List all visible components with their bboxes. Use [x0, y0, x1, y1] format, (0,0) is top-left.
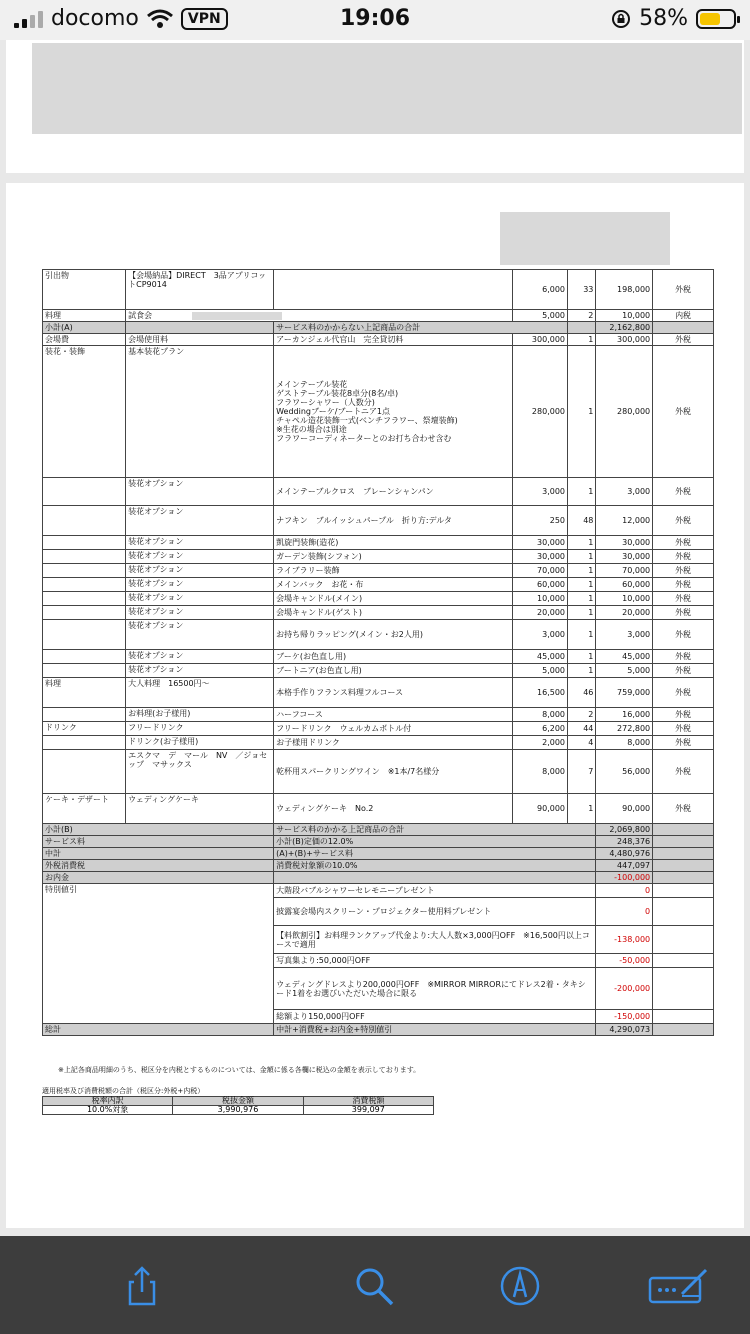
- row-category: [43, 736, 126, 750]
- row-unit-price: 70,000: [513, 564, 568, 578]
- total-row: [43, 860, 714, 872]
- tax-value: 10.0%対象: [43, 1106, 173, 1115]
- row-detail: 凱旋門装飾(造花): [274, 536, 513, 550]
- share-icon[interactable]: [120, 1264, 164, 1308]
- row-tax-type: 外税: [653, 606, 714, 620]
- row-item: 装花オプション: [126, 478, 274, 506]
- row-category: [43, 592, 126, 606]
- row-category: [43, 564, 126, 578]
- row-qty: 48: [568, 506, 596, 536]
- row-amount: 12,000: [596, 506, 653, 536]
- row-tax-type: 外税: [653, 620, 714, 650]
- tax-value: 3,990,976: [173, 1106, 303, 1115]
- table-row: [43, 506, 714, 536]
- row-amount: 56,000: [596, 750, 653, 794]
- row-tax-type: 外税: [653, 736, 714, 750]
- total-detail: [274, 872, 596, 884]
- discount-row: [43, 884, 714, 898]
- row-unit-price: 6,200: [513, 722, 568, 736]
- row-detail: ナフキン ブルイッシュパープル 折り方:デルタ: [274, 506, 513, 536]
- redacted-area: [500, 212, 670, 265]
- row-item: フリードリンク: [126, 722, 274, 736]
- row-label: 小計(A): [43, 322, 126, 334]
- row-category: [43, 606, 126, 620]
- row-qty: 46: [568, 678, 596, 708]
- row-item: 基本装花プラン: [126, 346, 274, 478]
- discount-tax: [653, 968, 714, 1010]
- row-tax-type: 外税: [653, 722, 714, 736]
- row-unit-price: 10,000: [513, 592, 568, 606]
- total-tax: [653, 836, 714, 848]
- row-category: [43, 550, 126, 564]
- row-qty: 2: [568, 310, 596, 322]
- orientation-lock-icon: [611, 9, 631, 29]
- row-unit-price: 30,000: [513, 550, 568, 564]
- row-category: [43, 664, 126, 678]
- table-row: [43, 334, 714, 346]
- row-tax-type: 外税: [653, 794, 714, 824]
- total-amount: 2,069,800: [596, 824, 653, 836]
- row-unit-price: 2,000: [513, 736, 568, 750]
- table-row: [43, 722, 714, 736]
- row-qty: 1: [568, 592, 596, 606]
- battery-icon: [696, 9, 736, 29]
- total-detail: サービス料のかかる上記商品の合計: [274, 824, 596, 836]
- row-amount: 272,800: [596, 722, 653, 736]
- discount-amount: -150,000: [596, 1010, 653, 1024]
- total-row: [43, 872, 714, 884]
- row-detail: お子様用ドリンク: [274, 736, 513, 750]
- status-bar: [0, 0, 750, 40]
- table-row: [43, 270, 714, 310]
- row-tax-type: 外税: [653, 270, 714, 310]
- row-qty: 1: [568, 664, 596, 678]
- row-tax-type: 外税: [653, 578, 714, 592]
- total-row: [43, 824, 714, 836]
- discount-tax: [653, 898, 714, 926]
- row-item: 装花オプション: [126, 550, 274, 564]
- row-tax-type: 外税: [653, 650, 714, 664]
- total-tax: [653, 860, 714, 872]
- row-item: 会場使用料: [126, 334, 274, 346]
- table-row: [43, 708, 714, 722]
- grand-total-amount: 4,290,073: [596, 1024, 653, 1036]
- row-detail: アーカンジェル代官山 完全貸切料: [274, 334, 513, 346]
- table-row: [43, 606, 714, 620]
- row-category: [43, 650, 126, 664]
- row-amount: 30,000: [596, 536, 653, 550]
- table-row: [43, 536, 714, 550]
- row-amount: 3,000: [596, 620, 653, 650]
- discount-tax: [653, 1010, 714, 1024]
- row-amount: 90,000: [596, 794, 653, 824]
- discount-detail: 披露宴会場内スクリーン・プロジェクター使用料プレゼント: [274, 898, 596, 926]
- total-label: 小計(B): [43, 824, 274, 836]
- redacted-area: [192, 312, 282, 320]
- row-unit-price: 300,000: [513, 334, 568, 346]
- table-row: [43, 478, 714, 506]
- discount-detail: 大階段バブルシャワーセレモニープレゼント: [274, 884, 596, 898]
- row-amount: 280,000: [596, 346, 653, 478]
- table-row: [43, 678, 714, 708]
- row-unit-price: 8,000: [513, 750, 568, 794]
- row-category: ケーキ・デザート: [43, 794, 126, 824]
- row-unit-price: 16,500: [513, 678, 568, 708]
- battery-percent: 58%: [639, 6, 688, 31]
- total-amount: 248,376: [596, 836, 653, 848]
- discount-amount: -50,000: [596, 954, 653, 968]
- row-item: 装花オプション: [126, 664, 274, 678]
- signature-icon[interactable]: [648, 1264, 712, 1308]
- table-row: [43, 310, 714, 322]
- row-amount: 70,000: [596, 564, 653, 578]
- row-qty: 33: [568, 270, 596, 310]
- row-category: 料理: [43, 310, 126, 322]
- row-qty: 1: [568, 620, 596, 650]
- row-item: 装花オプション: [126, 536, 274, 550]
- row-unit-price: 60,000: [513, 578, 568, 592]
- row-amount: 5,000: [596, 664, 653, 678]
- row-tax-type: 内税: [653, 310, 714, 322]
- row-tax-type: 外税: [653, 478, 714, 506]
- row-amount: 198,000: [596, 270, 653, 310]
- row-amount: 16,000: [596, 708, 653, 722]
- total-label: 中計: [43, 848, 274, 860]
- row-item: 装花オプション: [126, 650, 274, 664]
- row-detail: 本格手作りフランス料理フルコース: [274, 678, 513, 708]
- row-item: 装花オプション: [126, 606, 274, 620]
- row-detail: ブーケ(お色直し用): [274, 650, 513, 664]
- discount-detail: 写真集より:50,000円OFF: [274, 954, 596, 968]
- row-amount: 20,000: [596, 606, 653, 620]
- tax-value: 399,097: [303, 1106, 433, 1115]
- tax-summary-label: 適用税率及び消費税額の合計（税区分:外税+内税）: [42, 1087, 205, 1095]
- row-item: ウェディングケーキ: [126, 794, 274, 824]
- row-tax-type: 外税: [653, 334, 714, 346]
- row-unit-price: 3,000: [513, 478, 568, 506]
- row-item: [126, 322, 274, 334]
- row-item: 装花オプション: [126, 620, 274, 650]
- clock: 19:06: [339, 6, 411, 31]
- table-row: [43, 664, 714, 678]
- row-category: ドリンク: [43, 722, 126, 736]
- row-qty: 1: [568, 334, 596, 346]
- row-amount: 8,000: [596, 736, 653, 750]
- row-unit-price: 8,000: [513, 708, 568, 722]
- row-item: 【会場納品】DIRECT 3品アプリコットCP9014: [126, 270, 274, 310]
- row-category: [43, 536, 126, 550]
- row-category: [43, 478, 126, 506]
- row-unit-price: 5,000: [513, 310, 568, 322]
- grand-total-row: [43, 1024, 714, 1036]
- row-detail: サービス料のかからない上記商品の合計: [274, 322, 568, 334]
- discount-detail: ウェディングドレスより200,000円OFF ※MIRROR MIRRORにてドレス2着・タキシード1着をお選びいただいた場合に限る: [274, 968, 596, 1010]
- row-qty: 7: [568, 750, 596, 794]
- row-qty: 1: [568, 650, 596, 664]
- carrier-label: docomo: [51, 6, 139, 31]
- total-label: お内金: [43, 872, 274, 884]
- grand-total-detail: 中計+消費税+お内金+特別値引: [274, 1024, 596, 1036]
- pdf-page-2[interactable]: [6, 183, 744, 1228]
- row-item: 装花オプション: [126, 564, 274, 578]
- discount-tax: [653, 926, 714, 954]
- row-amount: 10,000: [596, 592, 653, 606]
- table-row: [43, 564, 714, 578]
- row-tax-type: 外税: [653, 750, 714, 794]
- row-detail: メインテーブル装花 ゲストテーブル装花8卓分(8名/卓) フラワーシャワー（人数分) Weddingブーケ/ブートニア1点 チャペル造花装飾一式(ベンチフラワー、祭壇装飾) ※生花の場合は別途 フラワーコーディネーターとのお打ち合わせ含む: [274, 346, 513, 478]
- row-category: [43, 750, 126, 794]
- row-qty: 44: [568, 722, 596, 736]
- row-unit-price: 30,000: [513, 536, 568, 550]
- table-row: [43, 650, 714, 664]
- row-qty: 1: [568, 606, 596, 620]
- row-category: 会場費: [43, 334, 126, 346]
- total-amount: -100,000: [596, 872, 653, 884]
- row-detail: 乾杯用スパークリングワイン ※1本/7名様分: [274, 750, 513, 794]
- row-detail: ライブラリー装飾: [274, 564, 513, 578]
- row-category: 装花・装飾: [43, 346, 126, 478]
- row-item: 装花オプション: [126, 578, 274, 592]
- discount-label: 特別値引: [43, 884, 274, 1024]
- row-qty: 4: [568, 736, 596, 750]
- row-tax-type: 外税: [653, 346, 714, 478]
- row-category: [43, 506, 126, 536]
- discount-amount: 0: [596, 884, 653, 898]
- total-label: 外税消費税: [43, 860, 274, 872]
- row-detail: [274, 270, 513, 310]
- row-unit-price: 6,000: [513, 270, 568, 310]
- vpn-badge: VPN: [181, 8, 228, 30]
- row-item: 大人料理 16500円～: [126, 678, 274, 708]
- total-amount: 447,097: [596, 860, 653, 872]
- total-detail: (A)+(B)+サービス料: [274, 848, 596, 860]
- row-tax: [653, 322, 714, 334]
- row-detail: 会場キャンドル(メイン): [274, 592, 513, 606]
- invoice-table: [42, 269, 714, 1036]
- row-qty: 1: [568, 794, 596, 824]
- tax-header: 消費税額: [303, 1097, 433, 1106]
- row-item: 装花オプション: [126, 506, 274, 536]
- row-amount: 60,000: [596, 578, 653, 592]
- row-item: エスクマ デ マール NV ／ジョセップ マサックス: [126, 750, 274, 794]
- table-row: [43, 592, 714, 606]
- row-qty: 2: [568, 708, 596, 722]
- row-tax-type: 外税: [653, 506, 714, 536]
- row-unit-price: 3,000: [513, 620, 568, 650]
- row-unit-price: 90,000: [513, 794, 568, 824]
- pdf-page-1: [6, 40, 744, 173]
- total-detail: 小計(B)定価の12.0%: [274, 836, 596, 848]
- row-unit-price: 280,000: [513, 346, 568, 478]
- row-tax-type: 外税: [653, 536, 714, 550]
- row-unit-price: 5,000: [513, 664, 568, 678]
- row-detail: お持ち帰りラッピング(メイン・お2人用): [274, 620, 513, 650]
- row-category: 引出物: [43, 270, 126, 310]
- tax-note: ※上記各商品明細のうち、税区分を内税とするものについては、金額に係る各欄に税込の金額を表示しております。: [58, 1066, 421, 1074]
- redacted-area: [32, 43, 742, 134]
- table-row: [43, 620, 714, 650]
- row-tax-type: 外税: [653, 592, 714, 606]
- row-tax-type: 外税: [653, 678, 714, 708]
- markup-icon[interactable]: [498, 1264, 542, 1308]
- total-tax: [653, 848, 714, 860]
- total-row: [43, 836, 714, 848]
- discount-amount: -138,000: [596, 926, 653, 954]
- row-item: お料理(お子様用): [126, 708, 274, 722]
- row-amount: 3,000: [596, 478, 653, 506]
- row-item: ドリンク(お子様用): [126, 736, 274, 750]
- total-tax: [653, 824, 714, 836]
- table-row: [43, 794, 714, 824]
- row-detail: 会場キャンドル(ゲスト): [274, 606, 513, 620]
- row-item: 装花オプション: [126, 592, 274, 606]
- total-tax: [653, 872, 714, 884]
- total-label: サービス料: [43, 836, 274, 848]
- total-amount: 4,480,976: [596, 848, 653, 860]
- row-amount: 10,000: [596, 310, 653, 322]
- row-detail: ガーデン装飾(シフォン): [274, 550, 513, 564]
- search-icon[interactable]: [352, 1264, 396, 1308]
- row-qty: 1: [568, 346, 596, 478]
- row-qty: 1: [568, 478, 596, 506]
- row-category: [43, 578, 126, 592]
- row-tax-type: 外税: [653, 550, 714, 564]
- row-category: [43, 620, 126, 650]
- row-item: 試食会: [126, 310, 513, 322]
- row-amount: 300,000: [596, 334, 653, 346]
- discount-amount: 0: [596, 898, 653, 926]
- row-detail: ウェディングケーキ No.2: [274, 794, 513, 824]
- row-detail: ブートニア(お色直し用): [274, 664, 513, 678]
- grand-total-tax: [653, 1024, 714, 1036]
- row-amount: 2,162,800: [596, 322, 653, 334]
- table-row: [43, 322, 714, 334]
- tax-header: 税率内訳: [43, 1097, 173, 1106]
- total-detail: 消費税対象額の10.0%: [274, 860, 596, 872]
- row-unit-price: 250: [513, 506, 568, 536]
- row-qty: 1: [568, 536, 596, 550]
- discount-detail: 総額より150,000円OFF: [274, 1010, 596, 1024]
- row-qty: 1: [568, 564, 596, 578]
- row-amount: 45,000: [596, 650, 653, 664]
- row-detail: ハーフコース: [274, 708, 513, 722]
- table-row: [43, 346, 714, 478]
- row-category: 料理: [43, 678, 126, 708]
- table-row: [43, 736, 714, 750]
- row-qty: [568, 322, 596, 334]
- row-qty: 1: [568, 550, 596, 564]
- table-row: [43, 750, 714, 794]
- discount-amount: -200,000: [596, 968, 653, 1010]
- discount-tax: [653, 954, 714, 968]
- row-category: [43, 708, 126, 722]
- row-tax-type: 外税: [653, 708, 714, 722]
- row-amount: 30,000: [596, 550, 653, 564]
- table-row: [43, 550, 714, 564]
- discount-detail: 【料飲割引】お料理ランクアップ代金より:大人人数×3,000円OFF ※16,500円以上コースで適用: [274, 926, 596, 954]
- row-unit-price: 20,000: [513, 606, 568, 620]
- row-amount: 759,000: [596, 678, 653, 708]
- row-detail: フリードリンク ウェルカムボトル付: [274, 722, 513, 736]
- tax-summary-table: [42, 1096, 434, 1115]
- row-detail: メインバック お花・布: [274, 578, 513, 592]
- row-unit-price: 45,000: [513, 650, 568, 664]
- row-qty: 1: [568, 578, 596, 592]
- tax-header: 税抜金額: [173, 1097, 303, 1106]
- row-tax-type: 外税: [653, 664, 714, 678]
- row-detail: メインテーブルクロス ブレーンシャンパン: [274, 478, 513, 506]
- total-row: [43, 848, 714, 860]
- bottom-toolbar: [0, 1236, 750, 1334]
- row-tax-type: 外税: [653, 564, 714, 578]
- discount-tax: [653, 884, 714, 898]
- grand-total-label: 総計: [43, 1024, 274, 1036]
- table-row: [43, 578, 714, 592]
